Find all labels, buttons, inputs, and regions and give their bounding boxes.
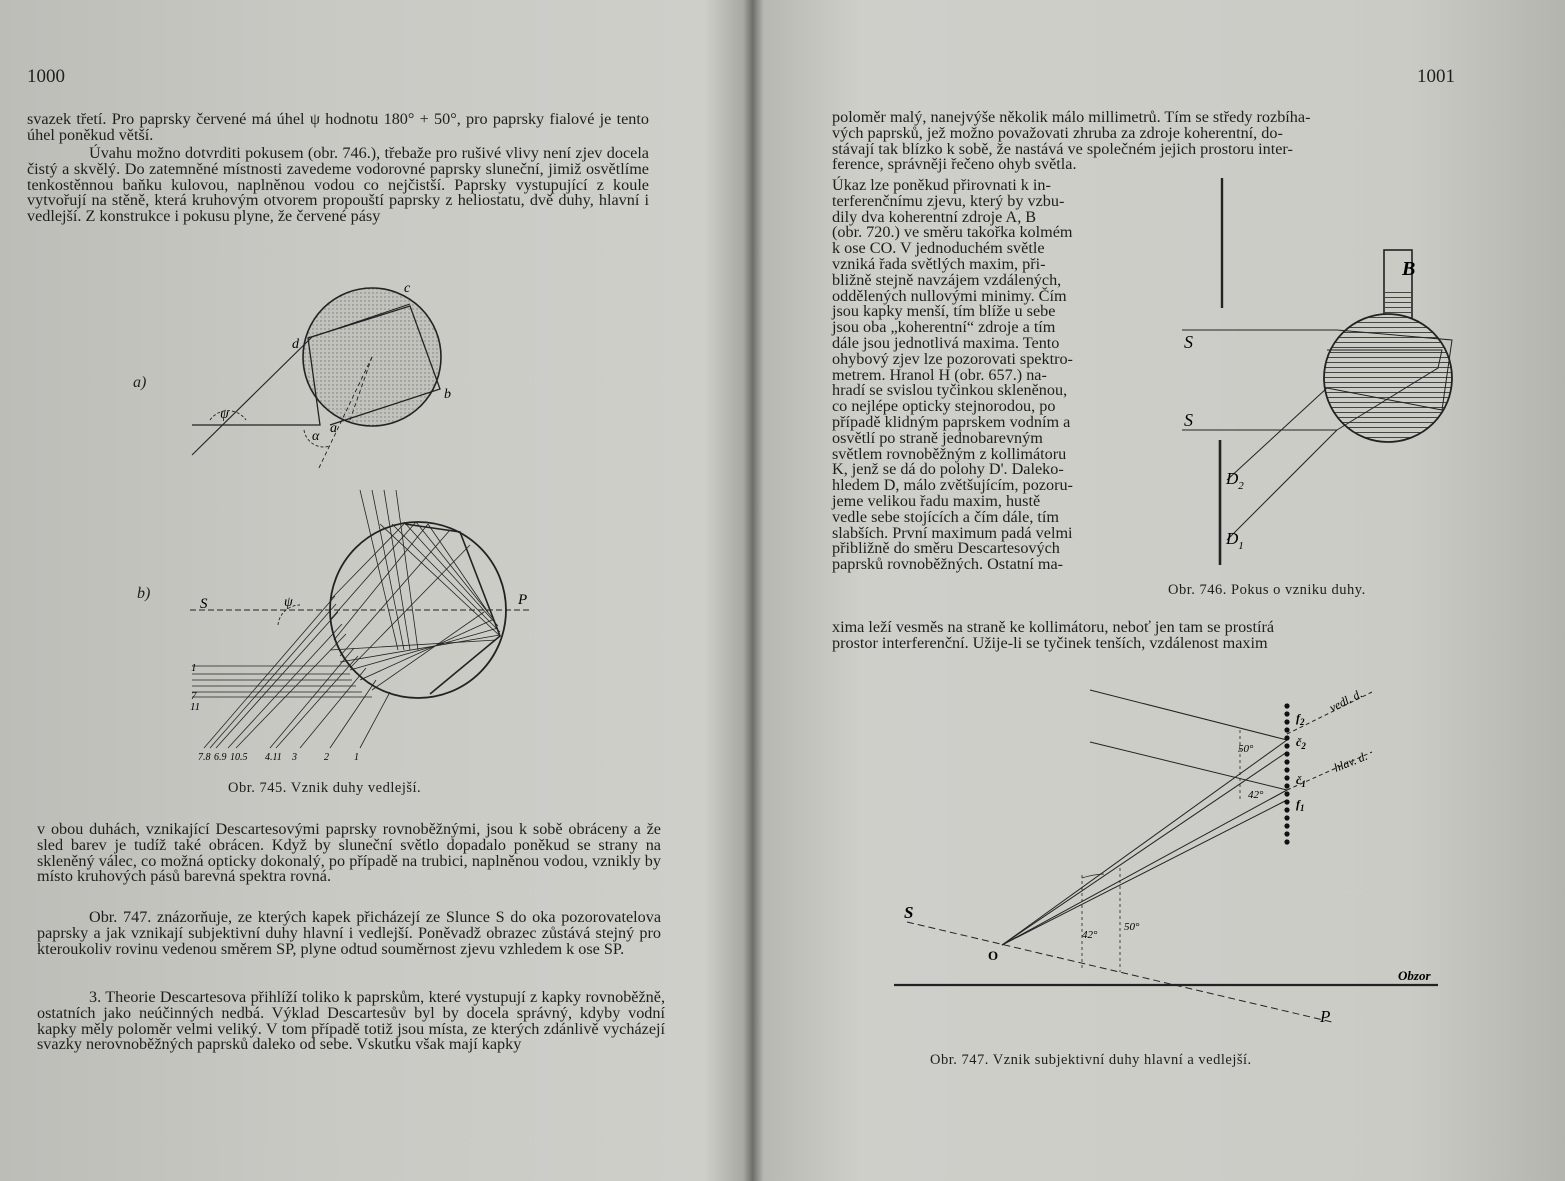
text-line: osvětlí po straně jednobarevným (832, 428, 1043, 447)
angle-label: 50° (1238, 743, 1254, 755)
text-line: jsou kapky menší, tím blíže u sebe (832, 302, 1056, 321)
diagram-label: hlav. d. (1331, 748, 1370, 775)
diagram-label: $f_1$ (1296, 797, 1305, 813)
text-line: metrem. Hranol H (obr. 657.) na- (832, 365, 1047, 384)
text-line: stávají tak blízko k sobě, že nastává ve společném jejich prostoru inter- (832, 139, 1293, 158)
paragraph: svazek třetí. Pro paprsky červené má úhel ψ hodnotu 180° + 50°, pro paprsky fialové je tento úhel poněkud větší. (27, 110, 649, 144)
diagram-label: Obzor (1398, 968, 1431, 983)
text-line: hradí se svislou tyčinkou skleněnou, (832, 381, 1068, 400)
angle-label: ψ (284, 595, 293, 610)
text-line: Úkaz lze poněkud přirovnati k in- (832, 176, 1051, 194)
text-line: vých paprsků, jež možno považovati zhruba za zdroje koherentní, do- (832, 123, 1283, 142)
figure-label-a: a) (133, 374, 147, 391)
text-line: vzniká řada světlých maxim, při- (832, 254, 1046, 273)
text-line: ohybový zjev lze pozorovati spektro- (832, 349, 1073, 368)
text-line: xima leží vesměs na straně ke kollimátoru, neboť jen tam se prostírá (832, 618, 1275, 636)
text-line: terferenčnímu zjevu, který by vzbu- (832, 191, 1065, 210)
angle-label: 42° (1248, 789, 1264, 801)
text-line: jsou oba „koherentní“ zdroje a tím (832, 318, 1056, 337)
diagram-label: vedl. d. (1327, 686, 1365, 715)
ray-label: 11 (190, 701, 201, 713)
ray-label: 1 (191, 662, 197, 674)
text-line: poloměr malý, nanejvýše několik málo millimetrů. Tím se středy rozbíha- (832, 108, 1311, 126)
diagram-label: P (518, 592, 528, 608)
diagram-label: S (1184, 332, 1193, 352)
ray-label: 7 (191, 690, 197, 702)
diagram-label: B (1402, 258, 1416, 280)
ray-label: 6.9 (214, 752, 227, 763)
text-line: bližně stejně navzájem vzdálených, (832, 270, 1062, 289)
right-page (752, 0, 1565, 1181)
paragraph: v obou duhách, vznikající Descartesovými paprsky rovnoběžnými, jsou k sobě obráceny a že sled barev je tudíž také obrácen. Když by sluneční světlo dopadalo poněkud se strany na skleněný válec, co možná opticky dokonalý, po případě na trubici, naplněnou vodou, vznikly by místo kruhových pásů barevná spektra rovná. (37, 820, 661, 886)
angle-label: α (312, 429, 320, 444)
diagram-label: O (988, 948, 999, 963)
text-line: přibližně do směru Descartesových (832, 539, 1060, 558)
text-line: paprsků rovnoběžných. Ostatní ma- (832, 555, 1064, 574)
text-line: K, jenž se dá do polohy D'. Daleko- (832, 460, 1064, 479)
diagram-label: S (1184, 410, 1193, 430)
figure-746-caption: Obr. 746. Pokus o vzniku duhy. (1168, 582, 1366, 598)
text-line: případě klidným paprskem vodním a (832, 412, 1071, 431)
paragraph: Úvahu možno dotvrditi pokusem (obr. 746.), třebaže pro rušivé vlivy není zjev docela čistý a skvělý. Do zatemněné místnosti zavedeme vodorovné paprsky sluneční, jimiž osvětlíme tenkostěnnou baňku kulovou, naplněnou vodou co nejčistší. Paprsky vystupující z koule vytvořují na stěně, která kruhovým otvorem propouští paprsky z heliostatu, dvě duhy, hlavní i vedlejší. Z konstrukce i pokusu plyne, že červené pásy (27, 144, 649, 226)
figure-747-caption: Obr. 747. Vznik subjektivní duhy hlavní a vedlejší. (930, 1052, 1252, 1068)
point-label: a (330, 421, 337, 436)
angle-label: ψ (220, 407, 229, 422)
ray-label: 3 (292, 752, 297, 763)
text-line: dále jsou jednotlivá maxima. Tento (832, 333, 1060, 352)
ray-label: 10.5 (230, 752, 248, 763)
paragraph: Obr. 747. znázorňuje, ze kterých kapek přicházejí ze Slunce S do oka pozorovatelova paprsky a jak vznikají subjektivní duhy hlavní i vedlejší. Poněvadž obrazec zůstává stejný pro kteroukoliv rovinu vedenou směrem SP, plyne odtud souměrnost zjevu vzhledem k ose SP. (37, 908, 661, 958)
diagram-label: $č_1$ (1296, 773, 1306, 789)
diagram-label: $D_2$ (1226, 469, 1244, 492)
text-line: dily dva koherentní zdroje A, B (832, 207, 1037, 226)
ray-label: 7.8 (198, 752, 211, 763)
ray-label: 4.11 (265, 752, 282, 763)
diagram-label: P (1320, 1007, 1331, 1026)
text-line: ference, správněji řečeno ohyb světla. (832, 155, 1077, 174)
figure-747-diagram (752, 0, 1565, 1181)
figure-label-b: b) (137, 585, 151, 602)
angle-label: 50° (1124, 921, 1140, 933)
point-label: d (292, 337, 299, 352)
ray-label: 2 (324, 752, 329, 763)
text-line: k ose CO. V jednoduchém světle (832, 239, 1045, 258)
point-label: b (444, 387, 451, 402)
angle-label: 42° (1082, 929, 1098, 941)
diagram-label: $D_1$ (1226, 529, 1244, 552)
text-line: oddělených nullovými minimy. Čím (832, 286, 1067, 305)
diagram-label: S (904, 903, 914, 922)
paragraph: 3. Theorie Descartesova přihlíží toliko k paprskům, které vystupují z kapky rovnoběžně, ostatních jako neúčinných nedbá. Výklad Descartesův byl by docela správný, kdyby vodní kapky měly poloměr velmi veliký. V tom případě totiž jsou místa, ze kterých zdánlivě vycházejí svazky nerovnoběžných paprsků daleko od sebe. Vskutku však mají kapky (37, 988, 665, 1054)
left-page (0, 0, 740, 1181)
text-line: prostor interferenční. Užije-li se tyčinek tenších, vzdálenost maxim (832, 633, 1268, 652)
diagram-label: $f_2$ (1296, 711, 1305, 727)
text-line: (obr. 720.) ve směru takořka kolmém (832, 223, 1073, 242)
text-line: hledem D, málo zvětšujícím, pozoru- (832, 476, 1073, 495)
text-line: co nejlépe opticky stejnorodou, po (832, 397, 1056, 416)
text-line: světlem rovnoběžným z kollimátoru (832, 444, 1067, 463)
point-label: c (404, 281, 411, 296)
text-line: jeme velikou řadu maxim, hustě (832, 491, 1041, 510)
page-number: 1001 (1417, 66, 1455, 87)
page-number: 1000 (27, 66, 65, 87)
figure-745-caption: Obr. 745. Vznik duhy vedlejší. (228, 780, 422, 796)
text-line: slabších. První maximum padá velmi (832, 523, 1073, 542)
diagram-label: S (200, 596, 208, 612)
ray-label: 1 (354, 752, 359, 763)
diagram-label: $č_2$ (1296, 735, 1306, 751)
text-line: vedle sebe stojících a čím dále, tím (832, 507, 1059, 526)
